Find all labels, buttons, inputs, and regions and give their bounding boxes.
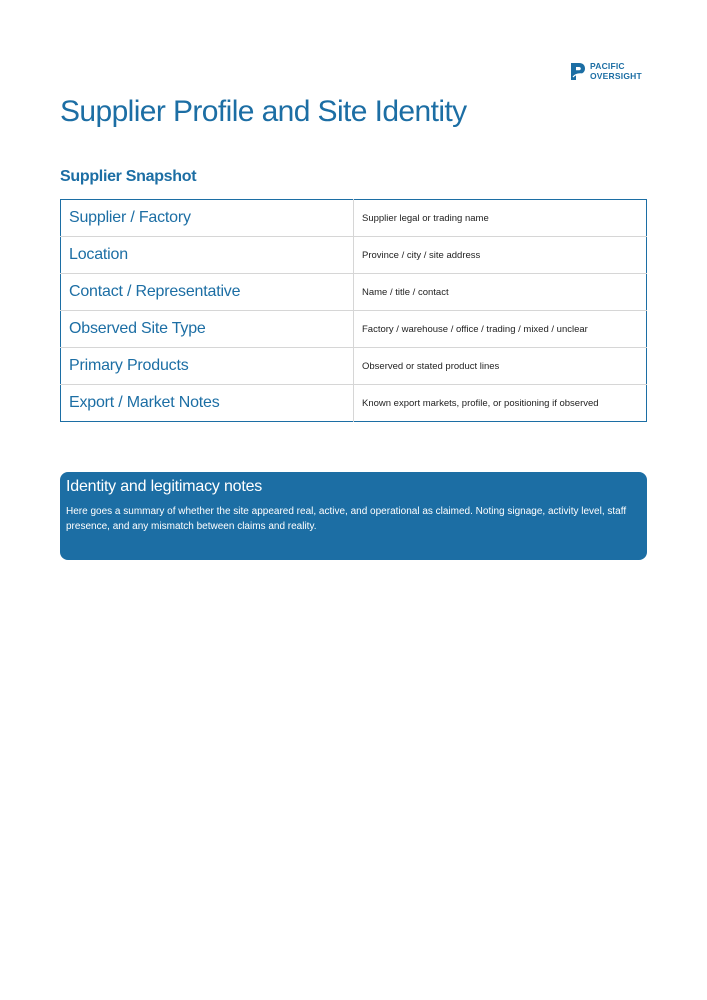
table-row bbox=[61, 237, 647, 274]
page-title: Supplier Profile and Site Identity bbox=[60, 95, 467, 128]
identity-notes-panel bbox=[60, 472, 647, 560]
row-label: Supplier / Factory bbox=[61, 200, 354, 237]
row-value: Factory / warehouse / office / trading / mixed / unclear bbox=[354, 311, 647, 348]
row-value: Province / city / site address bbox=[354, 237, 647, 274]
row-label: Contact / Representative bbox=[61, 274, 354, 311]
row-label: Observed Site Type bbox=[61, 311, 354, 348]
row-label: Location bbox=[61, 237, 354, 274]
logo-line-1: PACIFIC bbox=[590, 61, 625, 71]
row-label: Export / Market Notes bbox=[61, 385, 354, 422]
logo-wordmark bbox=[590, 62, 642, 81]
row-value: Observed or stated product lines bbox=[354, 348, 647, 385]
logo-line-2: OVERSIGHT bbox=[590, 70, 642, 81]
table-row bbox=[61, 385, 647, 422]
table-row bbox=[61, 311, 647, 348]
notes-body: Here goes a summary of whether the site appeared real, active, and operational as claimed. Noting signage, activity level, staff presence, and any mismatch between claims and reality. bbox=[66, 506, 627, 532]
row-value: Known export markets, profile, or positioning if observed bbox=[362, 397, 599, 409]
pacific-oversight-logo-icon bbox=[570, 62, 586, 81]
table-row bbox=[61, 348, 647, 385]
snapshot-heading: Supplier Snapshot bbox=[60, 168, 197, 185]
table-row bbox=[61, 200, 647, 237]
row-value: Name / title / contact bbox=[354, 274, 647, 311]
company-logo bbox=[570, 62, 642, 81]
row-value: Supplier legal or trading name bbox=[354, 200, 647, 237]
table-row bbox=[61, 274, 647, 311]
notes-title: Identity and legitimacy notes bbox=[66, 478, 263, 495]
row-label: Primary Products bbox=[61, 348, 354, 385]
supplier-snapshot-table bbox=[60, 199, 647, 422]
